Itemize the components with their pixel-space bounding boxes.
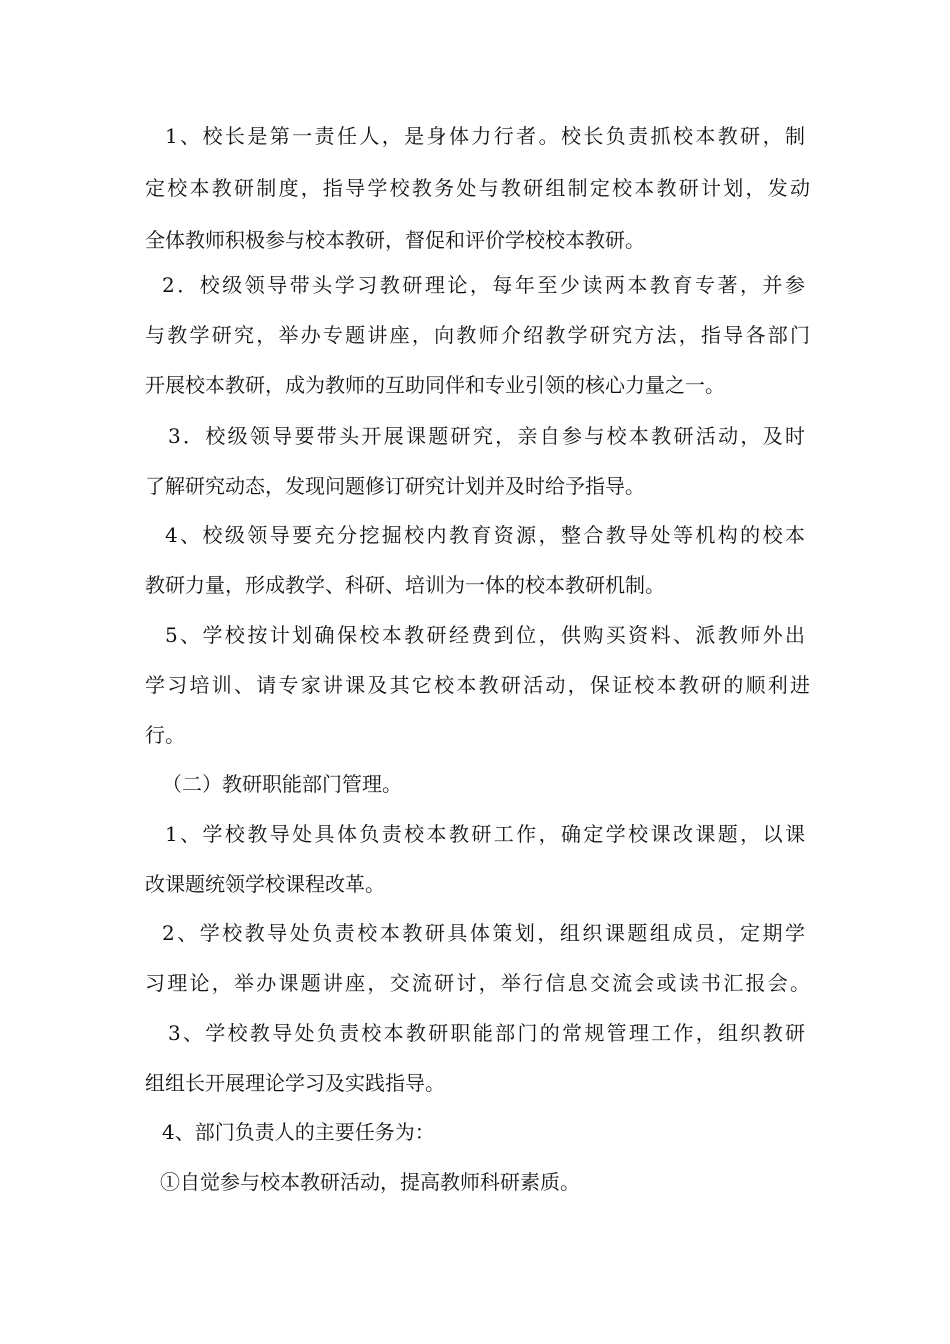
paragraph-2-line-2: 与教学研究，举办专题讲座，向教师介绍教学研究方法，指导各部门 bbox=[145, 323, 810, 347]
paragraph-1-line-2: 定校本教研制度，指导学校教务处与教研组制定校本教研计划，发动 bbox=[145, 176, 810, 200]
paragraph-7-line-2: 习理论，举办课题讲座，交流研讨，举行信息交流会或读书汇报会。 bbox=[145, 971, 810, 995]
list-item-1: ①自觉参与校本教研活动，提高教师科研素质。 bbox=[160, 1170, 580, 1194]
paragraph-3-line-2: 了解研究动态，发现问题修订研究计划并及时给予指导。 bbox=[145, 474, 645, 498]
paragraph-3-line-1: 3．校级领导要带头开展课题研究，亲自参与校本教研活动，及时 bbox=[168, 424, 805, 448]
paragraph-4-line-1: 4、校级领导要充分挖掘校内教育资源，整合教导处等机构的校本 bbox=[165, 523, 805, 547]
paragraph-8-line-2: 组组长开展理论学习及实践指导。 bbox=[145, 1071, 445, 1095]
paragraph-6-line-2: 改课题统领学校课程改革。 bbox=[145, 872, 385, 896]
paragraph-1-line-3: 全体教师积极参与校本教研，督促和评价学校校本教研。 bbox=[145, 228, 645, 252]
paragraph-5-line-3: 行。 bbox=[145, 723, 185, 747]
paragraph-5-line-2: 学习培训、请专家讲课及其它校本教研活动，保证校本教研的顺利进 bbox=[145, 673, 810, 697]
paragraph-7-line-1: 2、学校教导处负责校本教研具体策划，组织课题组成员，定期学 bbox=[162, 921, 805, 945]
section-heading: （二）教研职能部门管理。 bbox=[162, 772, 402, 796]
paragraph-6-line-1: 1、学校教导处具体负责校本教研工作，确定学校课改课题，以课 bbox=[165, 822, 805, 846]
paragraph-1-line-1: 1、校长是第一责任人，是身体力行者。校长负责抓校本教研，制 bbox=[165, 124, 805, 148]
paragraph-9-line-1: 4、部门负责人的主要任务为： bbox=[162, 1120, 435, 1144]
paragraph-8-line-1: 3、学校教导处负责校本教研职能部门的常规管理工作，组织教研 bbox=[168, 1021, 805, 1045]
paragraph-2-line-3: 开展校本教研，成为教师的互助同伴和专业引领的核心力量之一。 bbox=[145, 373, 725, 397]
paragraph-5-line-1: 5、学校按计划确保校本教研经费到位，供购买资料、派教师外出 bbox=[165, 623, 805, 647]
paragraph-2-line-1: 2．校级领导带头学习教研理论，每年至少读两本教育专著，并参 bbox=[162, 273, 805, 297]
paragraph-4-line-2: 教研力量，形成教学、科研、培训为一体的校本教研机制。 bbox=[145, 573, 665, 597]
